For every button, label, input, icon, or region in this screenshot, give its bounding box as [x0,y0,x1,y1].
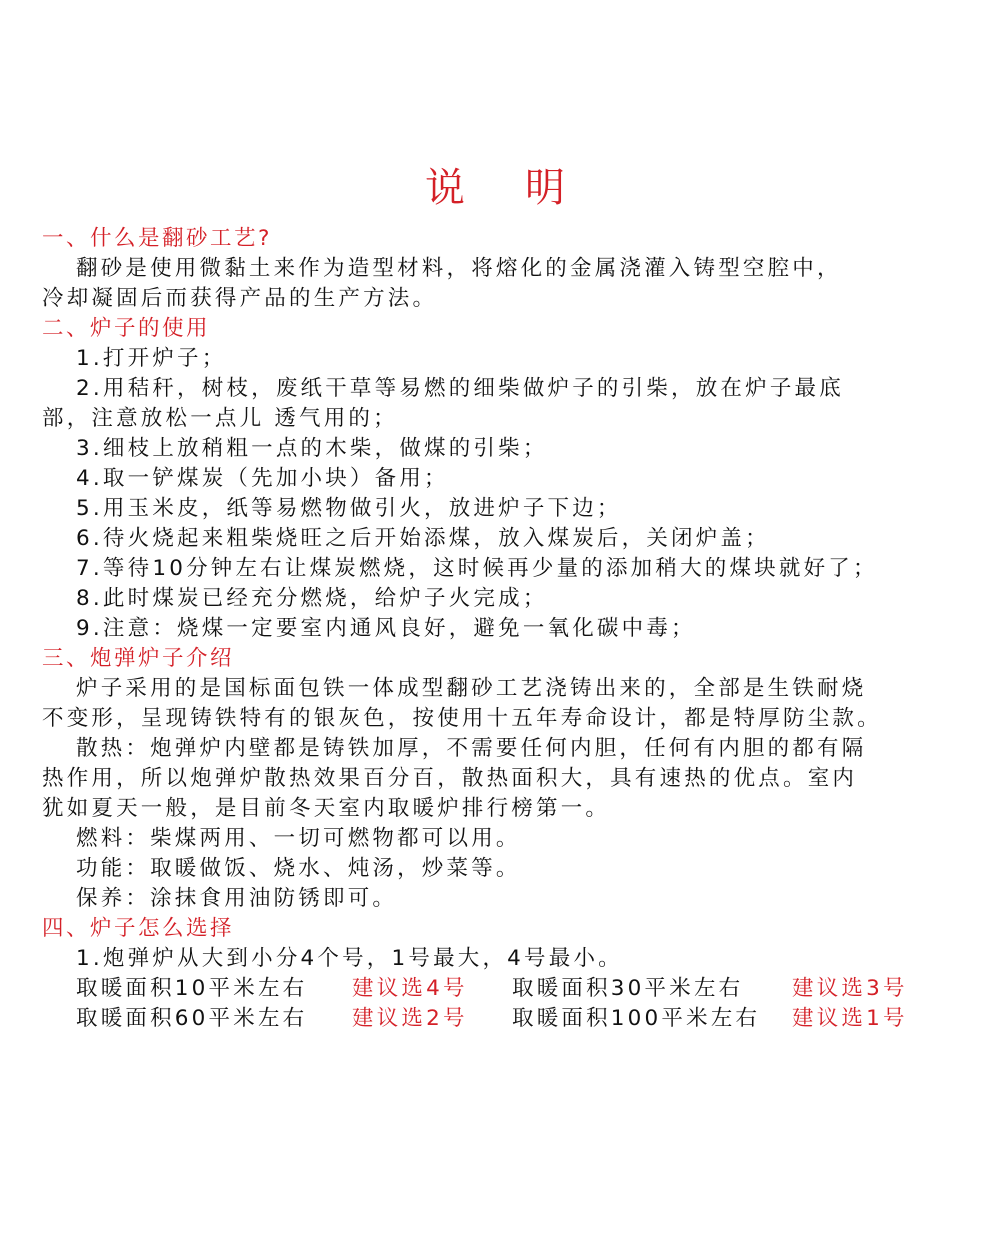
document-body [42,224,962,1034]
paragraph-line: 犹如夏天一般，是目前冬天室内取暖炉排行榜第一。 [42,796,611,821]
recommendation-area: 取暖面积100平米左右 [512,1006,761,1031]
step-item-7: 7.等待10分钟左右让煤炭燃烧，这时候再少量的添加稍大的煤块就好了； [76,556,878,581]
page-title [0,162,990,214]
step-item-2-cont: 部，注意放松一点儿 透气用的； [42,406,398,431]
paragraph-line: 热作用，所以炮弹炉散热效果百分百，散热面积大，具有速热的优点。室内 [42,766,858,791]
paragraph-line: 散热：炮弹炉内壁都是铸铁加厚，不需要任何内胆，任何有内胆的都有隔 [76,736,867,761]
title-char-1: 说 [425,165,465,211]
step-item-1: 1.打开炉子； [76,346,227,371]
paragraph-line: 炉子采用的是国标面包铁一体成型翻砂工艺浇铸出来的，全部是生铁耐烧 [76,676,867,701]
step-item-6: 6.待火烧起来粗柴烧旺之后开始添煤，放入煤炭后，关闭炉盖； [76,526,770,551]
paragraph-line: 翻砂是使用微黏土来作为造型材料，将熔化的金属浇灌入铸型空腔中， [76,256,842,281]
section-heading-1: 一、什么是翻砂工艺? [42,226,272,251]
feature-function: 功能：取暖做饭、烧水、炖汤，炒菜等。 [76,856,521,881]
step-item-8: 8.此时煤炭已经充分燃烧，给炉子火完成； [76,586,548,611]
step-item-5: 5.用玉米皮，纸等易燃物做引火，放进炉子下边； [76,496,622,521]
feature-maintenance: 保养：涂抹食用油防锈即可。 [76,886,398,911]
recommendation-area: 取暖面积10平米左右 [76,976,308,1001]
section-heading-3: 三、炮弹炉子介绍 [42,646,235,671]
paragraph-line: 不变形，呈现铸铁特有的银灰色，按使用十五年寿命设计，都是特厚防尘款。 [42,706,882,731]
paragraph-line: 冷却凝固后而获得产品的生产方法。 [42,286,438,311]
section-heading-2: 二、炉子的使用 [42,316,211,341]
feature-fuel: 燃料：柴煤两用、一切可燃物都可以用。 [76,826,521,851]
step-item-3: 3.细枝上放稍粗一点的木柴，做煤的引柴； [76,436,548,461]
paragraph-line: 1.炮弹炉从大到小分4个号，1号最大，4号最小。 [76,946,623,971]
step-item-2: 2.用秸秆，树枝，废纸干草等易燃的细柴做炉子的引柴，放在炉子最底 [76,376,844,401]
recommendation-row-1 [42,974,962,1004]
title-char-2: 明 [525,165,565,211]
recommendation-suggest: 建议选1号 [792,1006,908,1031]
recommendation-area: 取暖面积30平米左右 [512,976,744,1001]
recommendation-suggest: 建议选4号 [352,976,468,1001]
section-heading-4: 四、炉子怎么选择 [42,916,235,941]
recommendation-suggest: 建议选3号 [792,976,908,1001]
recommendation-area: 取暖面积60平米左右 [76,1006,308,1031]
step-item-9: 9.注意：烧煤一定要室内通风良好，避免一氧化碳中毒； [76,616,696,641]
step-item-4: 4.取一铲煤炭（先加小块）备用； [76,466,449,491]
recommendation-row-2 [42,1004,962,1034]
recommendation-suggest: 建议选2号 [352,1006,468,1031]
